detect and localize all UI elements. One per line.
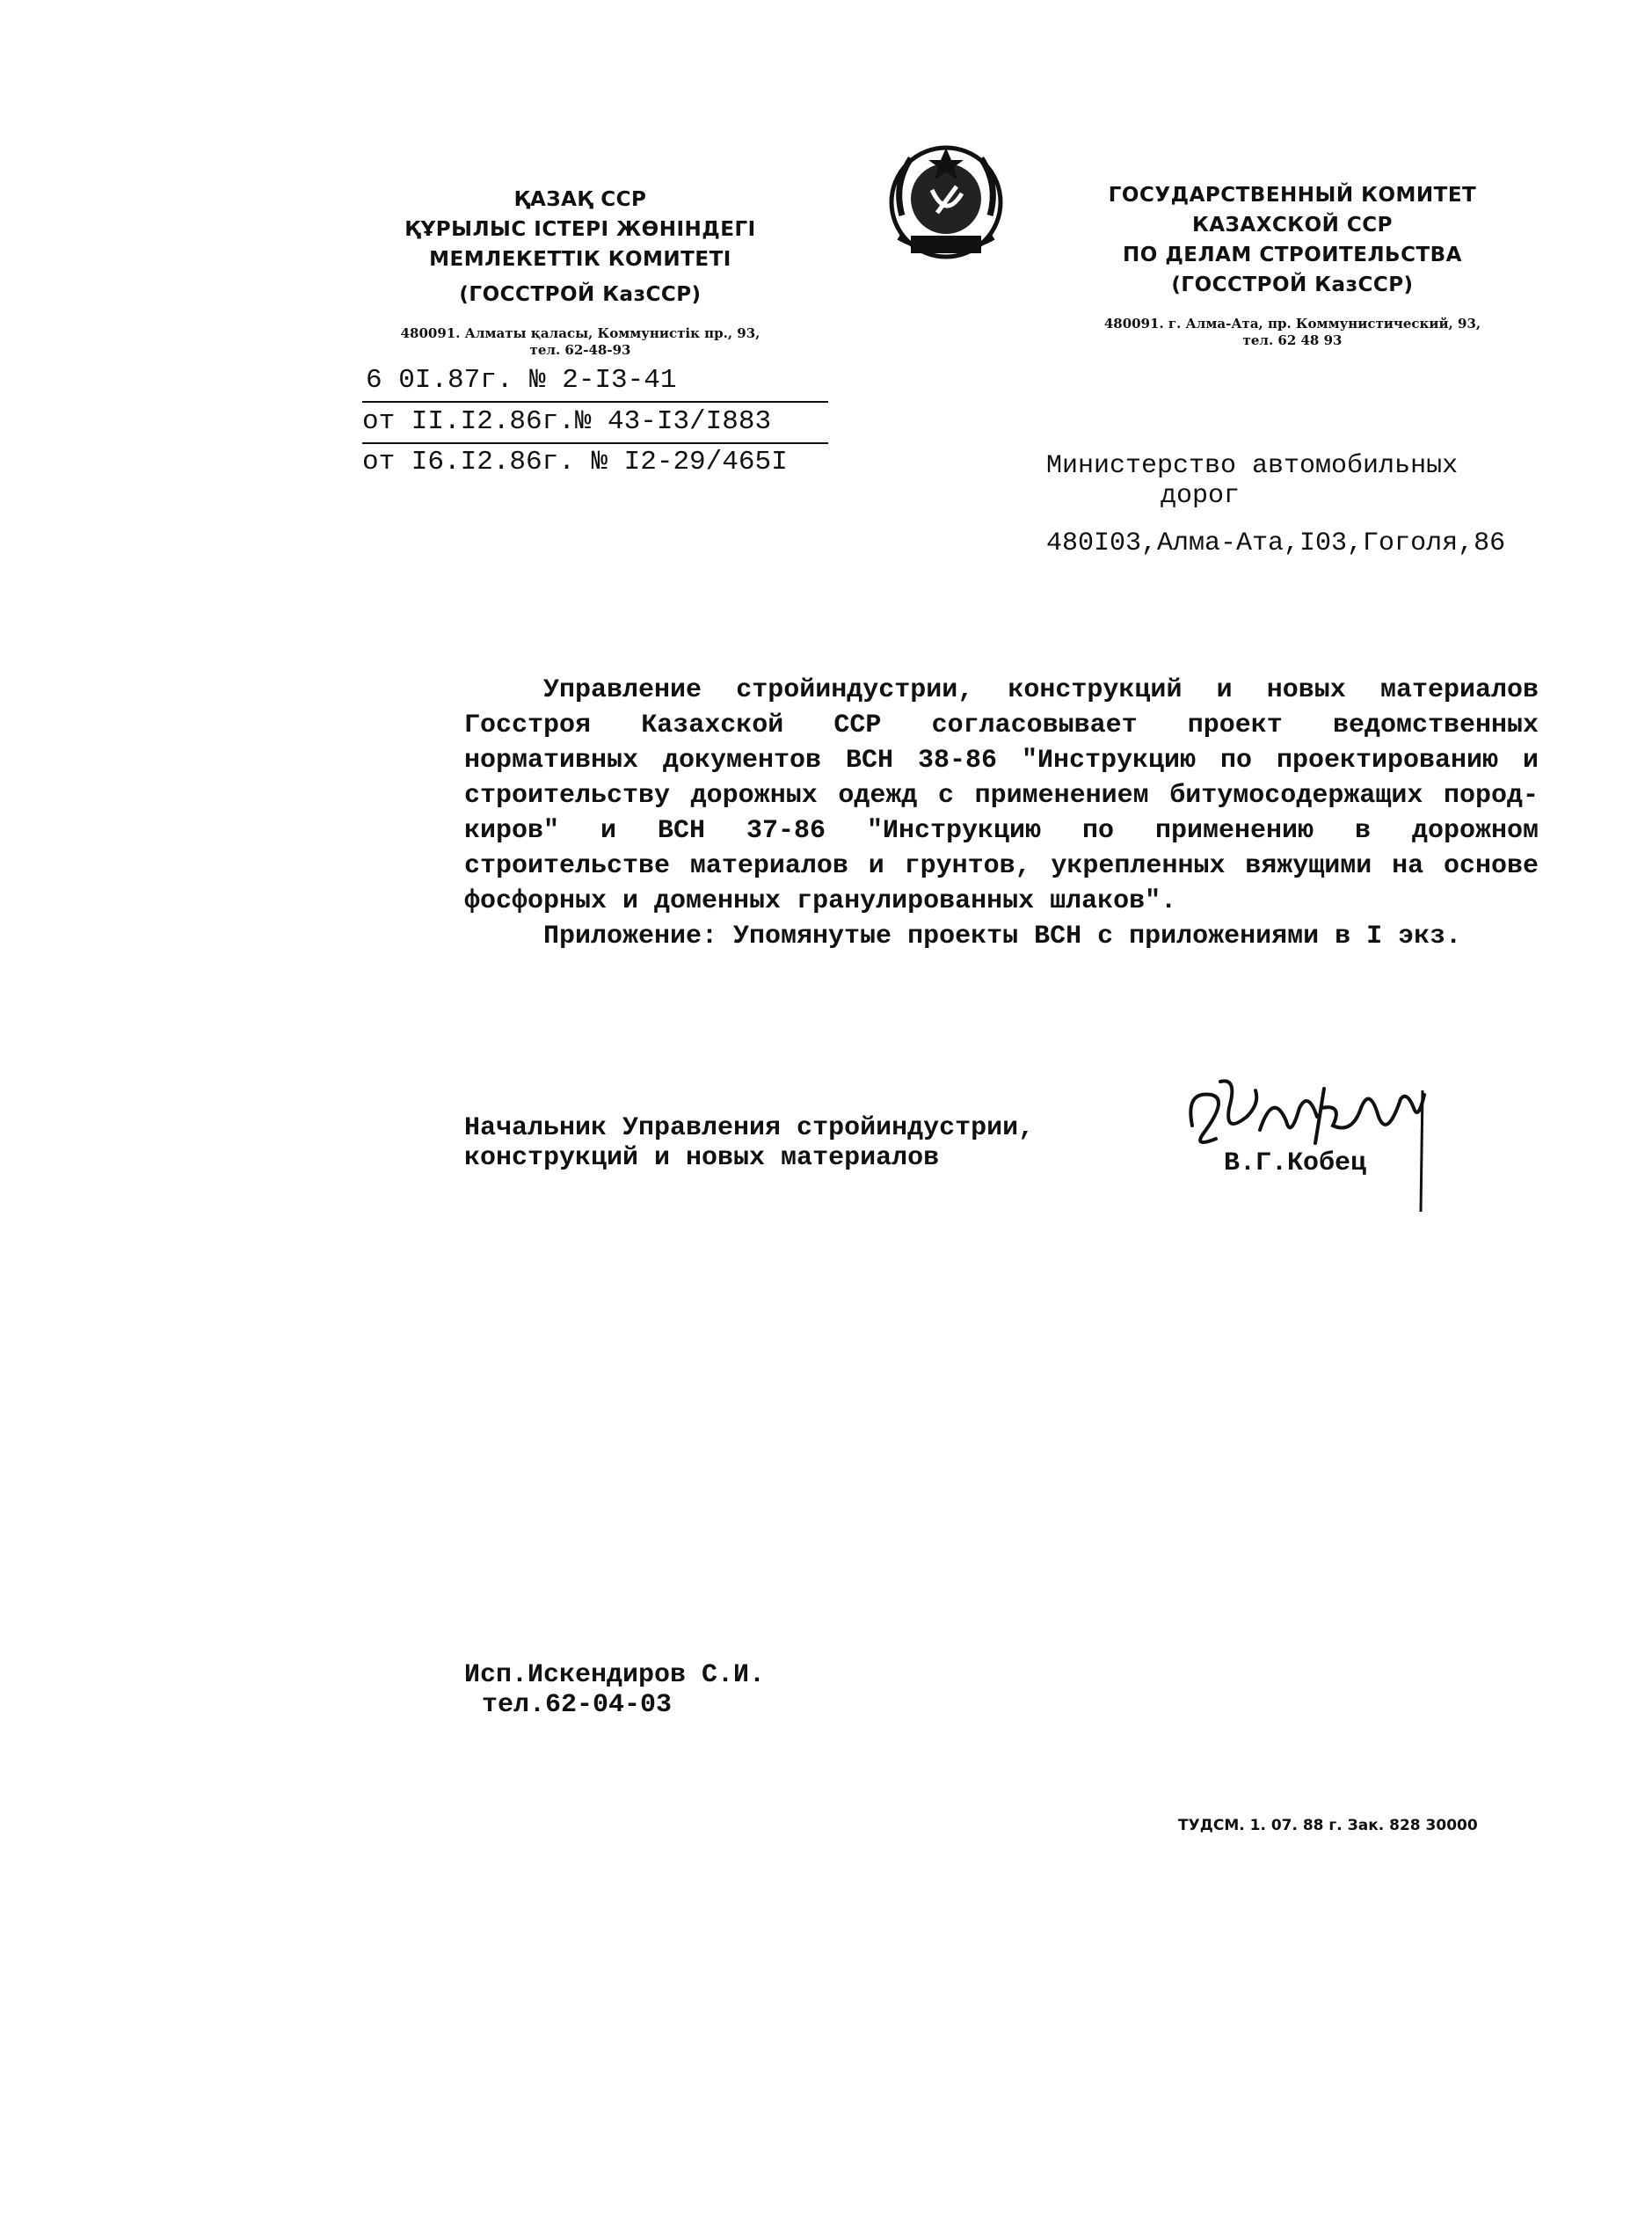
emblem-icon bbox=[876, 132, 1016, 273]
letter-body bbox=[464, 673, 1539, 954]
header-left-address-2: тел. 62-48-93 bbox=[529, 342, 631, 358]
signature-position bbox=[464, 1113, 1034, 1173]
header-left-line-2: ҚҰРЫЛЫС ІСТЕРІ ЖӨНІНДЕГІ bbox=[404, 218, 756, 241]
state-emblem bbox=[876, 132, 1016, 273]
header-left-line-3: МЕМЛЕКЕТТІК КОМИТЕТІ bbox=[429, 248, 731, 271]
reference-line-2: от II.I2.86г.№ 43-I3/I883 bbox=[362, 406, 772, 437]
reference-rule-2 bbox=[362, 442, 828, 444]
executor-phone: тел.62-04-03 bbox=[482, 1690, 673, 1720]
addressee-line-3: 480I03,Алма-Ата,I03,Гоголя,86 bbox=[1046, 528, 1506, 558]
addressee bbox=[1046, 448, 1505, 561]
header-right-line-3: ПО ДЕЛАМ СТРОИТЕЛЬСТВА bbox=[1123, 244, 1462, 266]
signatory-name: В.Г.Кобец bbox=[1224, 1148, 1367, 1178]
header-right-line-4: (ГОССТРОЙ КазССР) bbox=[1171, 273, 1414, 296]
header-right-address-2: тел. 62 48 93 bbox=[1242, 332, 1343, 348]
print-mark: ТУДСМ. 1. 07. 88 г. Зак. 828 30000 bbox=[1178, 1817, 1478, 1834]
signature-position-line-2: конструкций и новых материалов bbox=[464, 1143, 940, 1173]
header-left-line-1: ҚАЗАҚ ССР bbox=[513, 188, 647, 211]
signature-icon bbox=[1176, 1055, 1431, 1214]
header-right-line-2: КАЗАХСКОЙ ССР bbox=[1191, 214, 1394, 237]
executor-name: Исп.Искендиров С.И. bbox=[464, 1660, 766, 1690]
header-right-line-1: ГОСУДАРСТВЕННЫЙ КОМИТЕТ bbox=[1108, 184, 1477, 207]
reference-line-3: от I6.I2.86г. № I2-29/465I bbox=[362, 447, 788, 477]
reference-rule-1 bbox=[362, 401, 828, 403]
body-paragraph-1: Управление стройиндустрии, конструкций и новых материалов Госстроя Казахской ССР согласовывает проект ведомственных нормативных документов ВСН 38-86 "Инструкцию по проектированию и строительству дорожных одежд с применением битумосодержащих пород-киров" и ВСН 37-86 "Инструкцию по применению в дорожном строительстве материалов и грунтов, укрепленных вяжущими на основе фосфорных и доменных гранулированных шлаков". bbox=[464, 675, 1539, 916]
executor bbox=[464, 1660, 765, 1720]
header-left bbox=[334, 185, 826, 359]
header-left-address-1: 480091. Алматы қаласы, Коммунистік пр., 93, bbox=[400, 325, 761, 341]
addressee-line-1: Министерство автомобильных bbox=[1046, 451, 1459, 481]
body-paragraph-2: Приложение: Упомянутые проекты ВСН с приложениями в I экз. bbox=[543, 922, 1462, 951]
header-right-address-1: 480091. г. Алма-Ата, пр. Коммунистический, 93, bbox=[1103, 316, 1481, 332]
reference-line-1: 6 0I.87г. № 2-I3-41 bbox=[366, 365, 677, 396]
signature-position-line-1: Начальник Управления стройиндустрии, bbox=[464, 1113, 1035, 1143]
header-right bbox=[1046, 180, 1539, 349]
handwritten-signature bbox=[1176, 1055, 1431, 1214]
addressee-line-2: дорог bbox=[1161, 481, 1241, 511]
header-left-line-4: (ГОССТРОЙ КазССР) bbox=[459, 283, 702, 306]
